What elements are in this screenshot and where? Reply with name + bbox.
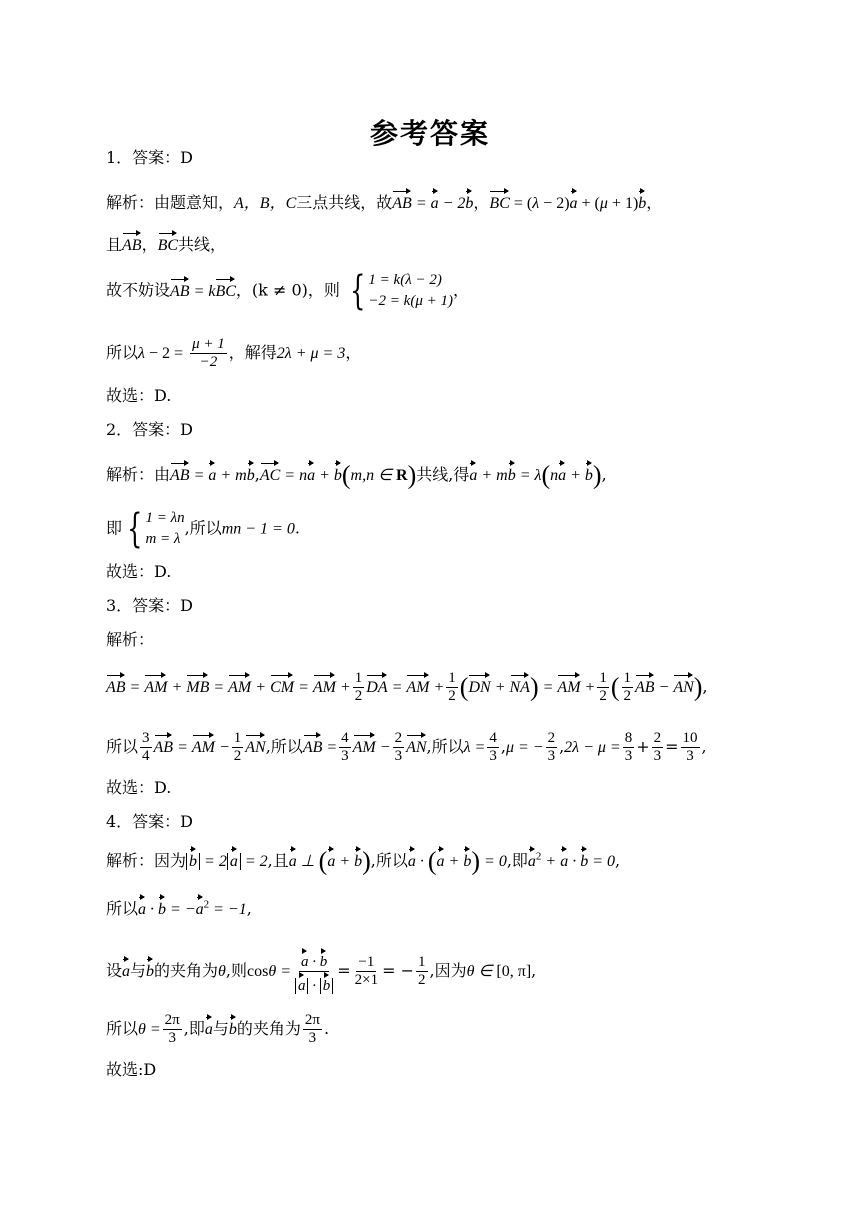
- q4-answer: 4．答案：D: [106, 812, 194, 831]
- q1-explanation-line4: 所以λ − 2 = $\frac{\mu + 1}{-2}$ ，解得2λ + μ = 3，: [106, 336, 362, 370]
- q1-explanation-line2: 且AB，BC共线，: [106, 230, 226, 256]
- q2-answer: 2．答案：D: [106, 420, 194, 439]
- q3-choice: 故选：D.: [106, 778, 172, 797]
- q2-explanation-line2: 即 { 1 = λn m = λ ,所以mn − 1 = 0.: [106, 506, 300, 552]
- q1-answer: 1．答案：D: [106, 148, 194, 167]
- q1-explanation-line1: 解析：由题意知，A，B，C三点共线，故AB = a − 2b，BC = (λ − 2)a + (μ + 1)b，: [106, 188, 662, 214]
- page-title: 参考答案: [369, 117, 490, 150]
- q3-explanation-label: 解析：: [106, 630, 155, 649]
- q1-explanation-line3: 故不妨设AB = kBC，(k ≠ 0)，则 { 1 = k(λ − 2) −2 = k(μ + 1) ，: [106, 268, 469, 314]
- q2-explanation-line1: 解析：由AB = a + mb,AC = na + b(m,n ∈ R)共线,得a + mb = λ(na + b),: [106, 460, 607, 490]
- q2-choice: 故选：D.: [106, 562, 172, 581]
- q4-explanation-line4: 所以θ = $\frac{2\pi}{3}$ ,即a与b的夹角为 $\frac{2\pi}{3}$ .: [106, 1012, 330, 1046]
- q3-answer: 3．答案：D: [106, 596, 194, 615]
- q1-choice: 故选：D.: [106, 386, 172, 405]
- q4-explanation-line1: 解析：因为 b = 2 a = 2,且a ⊥ (a + b),所以a · (a + b) = 0,即$a^2 + a \cdot b = 0$,: [106, 846, 621, 876]
- q4-choice: 故选:D: [106, 1060, 157, 1079]
- q4-explanation-line2: 所以$a \cdot b = -a^2 = -1$,: [106, 894, 252, 920]
- q3-explanation-line2: AB = AM + MB = AM + CM = AM + $\frac{1}{2}$ DA = AM + $\frac{1}{2}$ (DN + NA) = AM + $\frac{1}{2}$ ( $\frac{1}{2}$ AB − AN),: [106, 670, 708, 704]
- q4-explanation-line3: 设a与b的夹角为θ,则cosθ = $\frac{a \cdot b}{a \cdot b}$ = $\frac{-1}{2\times 1}$ = − $\frac{1}{2}$ ,因为θ ∈ [0, π],: [106, 948, 536, 995]
- q3-explanation-line3: 所以 $\frac{3}{4}$ AB = AM − $\frac{1}{2}$ AN,所以AB = $\frac{4}{3}$ AM − $\frac{2}{3}$ AN,所以λ = $\frac{4}{3}$ ,μ = − $\frac{2}{3}$ ,2λ − μ = $\frac{8}{3}$ + $\frac{2}{3}$ = $\frac{10}{3}$ ,: [106, 730, 707, 764]
